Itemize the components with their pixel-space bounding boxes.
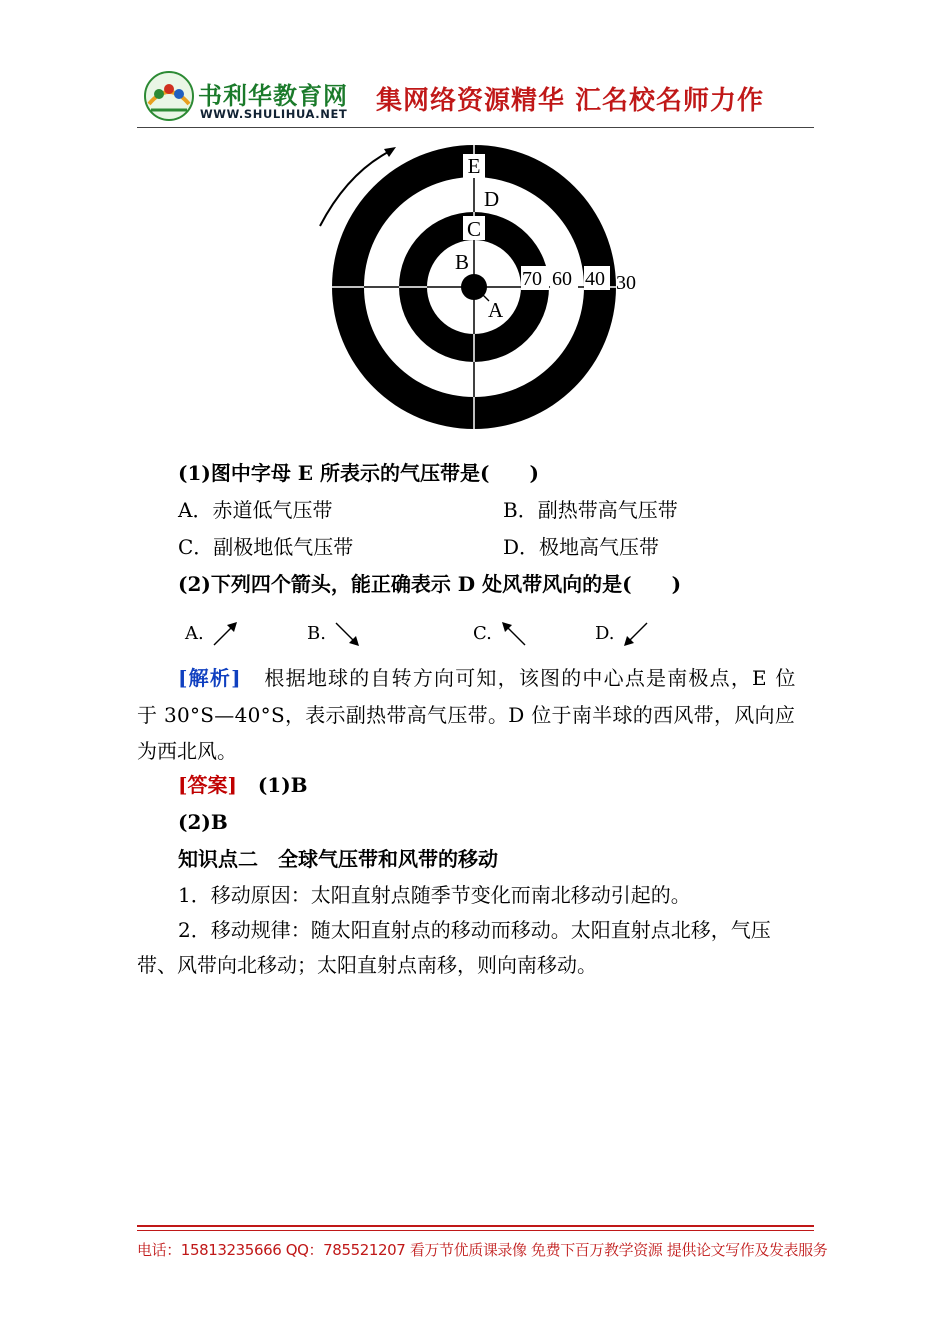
question-2-stem: (2)下列四个箭头，能正确表示 D 处风带风向的是( ) <box>178 572 682 596</box>
header-slogan: 集网络资源精华 汇名校名师力作 <box>376 86 765 116</box>
knowledge-point-2-line-2: 带、风带向北移动；太阳直射点南移，则向南移动。 <box>137 953 597 977</box>
lat-label-70: 70 <box>522 268 542 290</box>
knowledge-point-2-line-1: 2．移动规律：随太阳直射点的移动而移动。太阳直射点北移，气压 <box>178 918 771 942</box>
answer-tag: [答案] <box>178 773 237 797</box>
analysis-line-1 <box>178 664 797 692</box>
knowledge-point-1: 1．移动原因：太阳直射点随季节变化而南北移动引起的。 <box>178 883 691 907</box>
lat-label-60: 60 <box>552 268 572 290</box>
lat-label-40: 40 <box>585 268 605 290</box>
question-1-option-d: D．极地高气压带 <box>503 535 660 559</box>
pressure-belt-diagram <box>300 140 660 440</box>
arrow-option-b-label: B. <box>307 623 326 644</box>
answer-line-2: (2)B <box>178 810 228 834</box>
label-e: E <box>467 154 481 178</box>
knowledge-point-title: 知识点二 全球气压带和风带的移动 <box>178 847 498 871</box>
footer-divider-thin <box>137 1230 814 1231</box>
question-1-option-c: C．副极地低气压带 <box>178 535 354 559</box>
header-divider <box>137 127 814 128</box>
southeast-arrow-icon <box>331 617 365 651</box>
footer-divider <box>137 1225 814 1227</box>
brand-url: WWW.SHULIHUA.NET <box>200 107 348 121</box>
analysis-line-3: 为西北风。 <box>137 739 237 763</box>
answer-text-1: (1)B <box>257 773 308 797</box>
analysis-text-1: 根据地球的自转方向可知，该图的中心点是南极点，E 位 <box>264 666 797 690</box>
analysis-tag: [解析] <box>178 666 242 690</box>
arrow-option-c-label: C. <box>473 623 492 644</box>
question-1-option-b: B．副热带高气压带 <box>503 498 678 522</box>
northwest-arrow-icon <box>497 617 531 651</box>
label-d: D <box>484 187 500 211</box>
answer-line-1 <box>178 771 308 799</box>
arrow-option-a-label: A. <box>185 623 204 644</box>
brand-logo <box>143 70 195 122</box>
northeast-arrow-icon <box>209 617 243 651</box>
arrow-option-d-label: D. <box>595 623 615 644</box>
question-1-option-a: A．赤道低气压带 <box>178 498 333 522</box>
southwest-arrow-icon <box>619 617 653 651</box>
label-c: C <box>466 217 482 241</box>
label-b: B <box>455 250 470 274</box>
label-a: A <box>488 298 504 322</box>
brand-name: 书利华教育网 <box>198 82 348 110</box>
analysis-line-2: 于 30°S—40°S，表示副热带高气压带。D 位于南半球的西风带，风向应 <box>137 703 796 727</box>
footer-contact: 电话：15813235666 QQ：785521207 看万节优质课录像 免费下百万教学资源 提供论文写作及发表服务 <box>137 1241 828 1259</box>
lat-label-30: 30 <box>616 272 636 294</box>
question-1-stem: (1)图中字母 E 所表示的气压带是( ) <box>178 461 539 485</box>
